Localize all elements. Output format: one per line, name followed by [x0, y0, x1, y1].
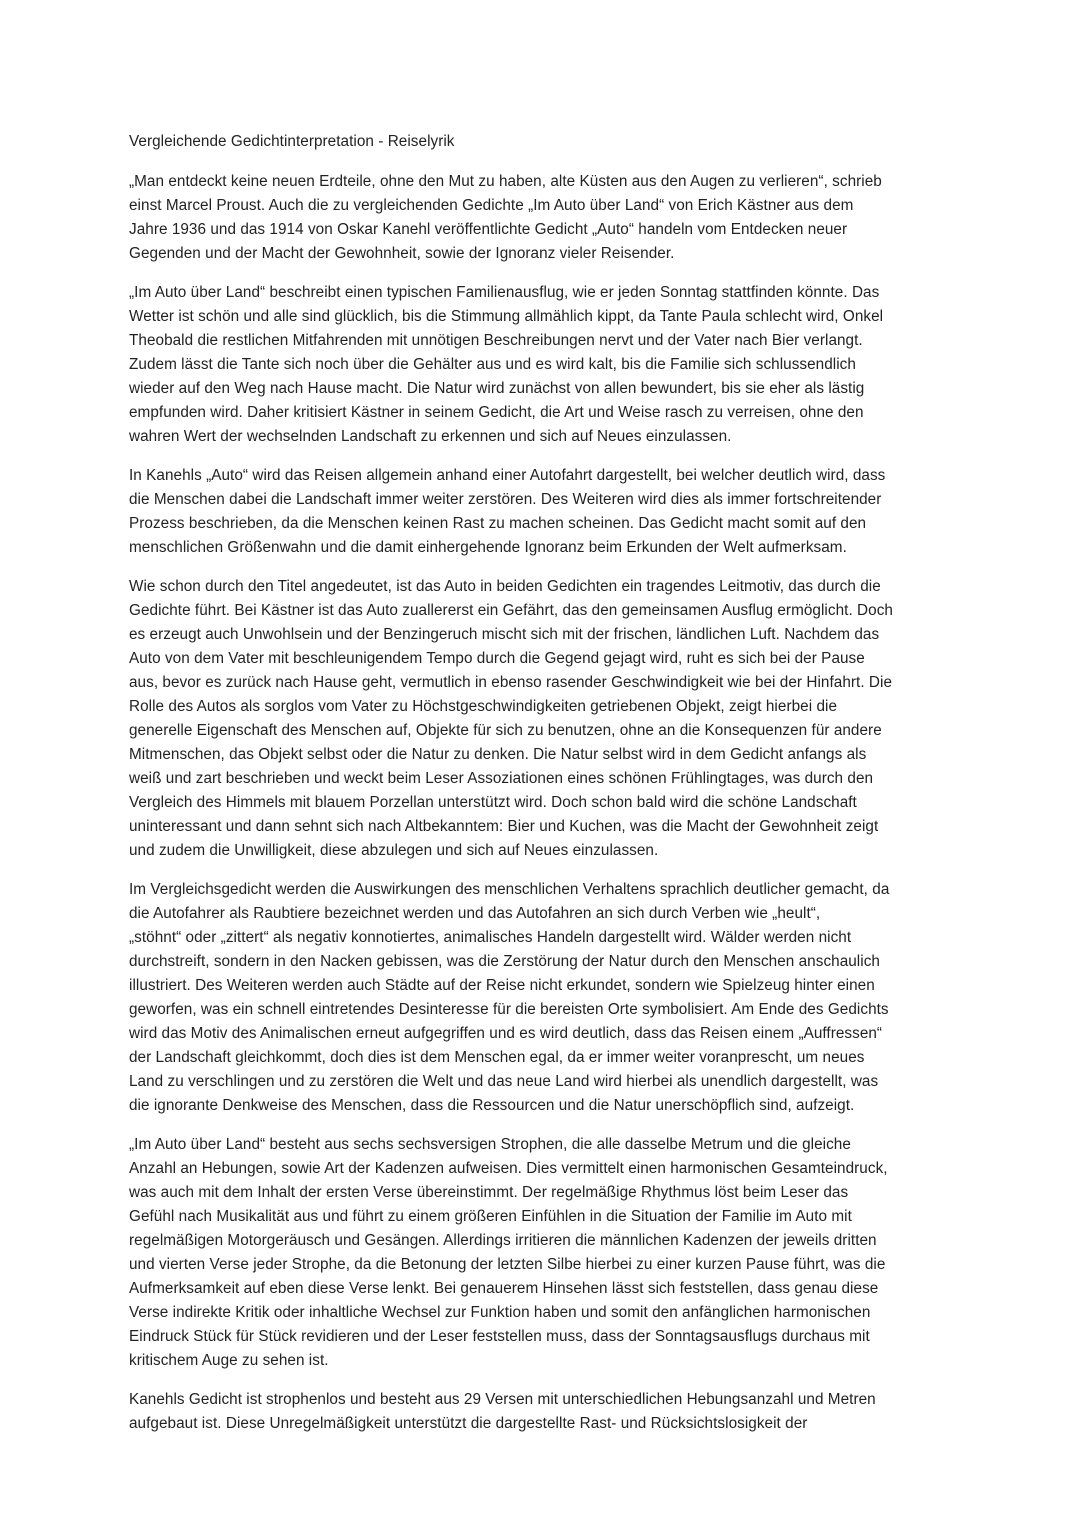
paragraph-leitmotiv: Wie schon durch den Titel angedeutet, ist das Auto in beiden Gedichten ein tragendes Leitmotiv, das durch die Gedichte führt. Bei Kästner ist das Auto zuallererst ein Gefährt, das den gemeinsamen Ausflug ermöglicht. Doch es erzeugt auch Unwohlsein und der Benzingeruch mischt sich mit der frischen, ländlichen Luft. Nachdem das Auto von dem Vater mit beschleunigendem Tempo durch die Gegend gejagt wird, ruht es sich bei der Pause aus, bevor es zurück nach Hause geht, vermutlich in ebenso rasender Geschwindigkeit wie bei der Hinfahrt. Die Rolle des Autos als sorglos vom Vater zu Höchstgeschwindigkeiten getriebenen Objekt, zeigt hierbei die generelle Eigenschaft des Menschen auf, Objekte für sich zu benutzen, ohne an die Konsequenzen für andere Mitmenschen, das Objekt selbst oder die Natur zu denken. Die Natur selbst wird in dem Gedicht anfangs als weiß und zart beschrieben und weckt beim Leser Assoziationen eines schönen Frühlingtages, was durch den Vergleich des Himmels mit blauem Porzellan unterstützt wird. Doch schon bald wird die schöne Landschaft uninteressant und dann sehnt sich nach Altbekanntem: Bier und Kuchen, was die Macht der Gewohnheit zeigt und zudem die Unwilligkeit, diese abzulegen und sich auf Neues einzulassen. — [129, 578, 893, 859]
paragraph-kanehl-summary: In Kanehls „Auto“ wird das Reisen allgemein anhand einer Autofahrt dargestellt, bei welcher deutlich wird, dass die Menschen dabei die Landschaft immer weiter zerstören. Des Weiteren wird dies als immer fortschreitender Prozess beschrieben, da die Menschen keinen Rast zu machen scheinen. Das Gedicht macht somit auf den menschlichen Größenwahn und die damit einhergehende Ignoranz beim Erkunden der Welt aufmerksam. — [129, 467, 886, 556]
paragraph-form-kanehl: Kanehls Gedicht ist strophenlos und besteht aus 29 Versen mit unterschiedlichen Hebungsanzahl und Metren aufgebaut ist. Diese Unregelmäßigkeit unterstützt die dargestellte Rast- und Rücksichtslosigkeit der — [129, 1391, 876, 1432]
document-page — [129, 130, 959, 1451]
paragraph-intro: „Man entdeckt keine neuen Erdteile, ohne den Mut zu haben, alte Küsten aus den Augen zu verlieren“, schrieb einst Marcel Proust. Auch die zu vergleichenden Gedichte „Im Auto über Land“ von Erich Kästner aus dem Jahre 1936 und das 1914 von Oskar Kanehl veröffentlichte Gedicht „Auto“ handeln vom Entdecken neuer Gegenden und der Macht der Gewohnheit, sowie der Ignoranz vieler Reisender. — [129, 173, 882, 262]
paragraph-form-kaestner: „Im Auto über Land“ besteht aus sechs sechsversigen Strophen, die alle dasselbe Metrum und die gleiche Anzahl an Hebungen, sowie Art der Kadenzen aufweisen. Dies vermittelt einen harmonischen Gesamteindruck, was auch mit dem Inhalt der ersten Verse übereinstimmt. Der regelmäßige Rhythmus löst beim Leser das Gefühl nach Musikalität aus und führt zu einem größeren Einfühlen in die Situation der Familie im Auto mit regelmäßigen Motorgeräusch und Gesängen. Allerdings irritieren die männlichen Kadenzen der jeweils dritten und vierten Verse jeder Strophe, da die Betonung der letzten Silbe hierbei zu einer kurzen Pause führt, was die Aufmerksamkeit auf eben diese Verse lenkt. Bei genauerem Hinsehen lässt sich feststellen, dass genau diese Verse indirekte Kritik oder inhaltliche Wechsel zur Funktion haben und somit den anfänglichen harmonischen Eindruck Stück für Stück revidieren und der Leser feststellen muss, dass der Sonntagsausflugs durchaus mit kritischem Auge zu sehen ist. — [129, 1136, 888, 1369]
paragraph-vergleichsgedicht: Im Vergleichsgedicht werden die Auswirkungen des menschlichen Verhaltens sprachlich deutlicher gemacht, da die Autofahrer als Raubtiere bezeichnet werden und das Autofahren an sich durch Verben wie „heult“, „stöhnt“ oder „zittert“ als negativ konnotiertes, animalisches Handeln dargestellt wird. Wälder werden nicht durchstreift, sondern in den Nacken gebissen, was die Zerstörung der Natur durch den Menschen anschaulich illustriert. Des Weiteren werden auch Städte auf der Reise nicht erkundet, sondern wie Spielzeug hinter einen geworfen, was ein schnell eintretendes Desinteresse für die bereisten Orte symbolisiert. Am Ende des Gedichts wird das Motiv des Animalischen erneut aufgegriffen und es wird deutlich, dass das Reisen einem „Auffressen“ der Landschaft gleichkommt, doch dies ist dem Menschen egal, da er immer weiter voranprescht, um neues Land zu verschlingen und zu zerstören die Welt und das neue Land wird hierbei als unendlich dargestellt, was die ignorante Denkweise des Menschen, dass die Ressourcen und die Natur unerschöpflich sind, aufzeigt. — [129, 881, 890, 1114]
paragraph-kaestner-summary: „Im Auto über Land“ beschreibt einen typischen Familienausflug, wie er jeden Sonntag stattfinden könnte. Das Wetter ist schön und alle sind glücklich, bis die Stimmung allmählich kippt, da Tante Paula schlecht wird, Onkel Theobald die restlichen Mitfahrenden mit unnötigen Beschreibungen nervt und der Vater nach Bier verlangt. Zudem lässt die Tante sich noch über die Gehälter aus und es wird kalt, bis die Familie sich schlussendlich wieder auf den Weg nach Hause macht. Die Natur wird zunächst von allen bewundert, bis sie eher als lästig empfunden wird. Daher kritisiert Kästner in seinem Gedicht, die Art und Weise rasch zu verreisen, ohne den wahren Wert der wechselnden Landschaft zu erkennen und sich auf Neues einzulassen. — [129, 284, 884, 445]
document-title: Vergleichende Gedichtinterpretation - Reiselyrik — [129, 133, 455, 150]
